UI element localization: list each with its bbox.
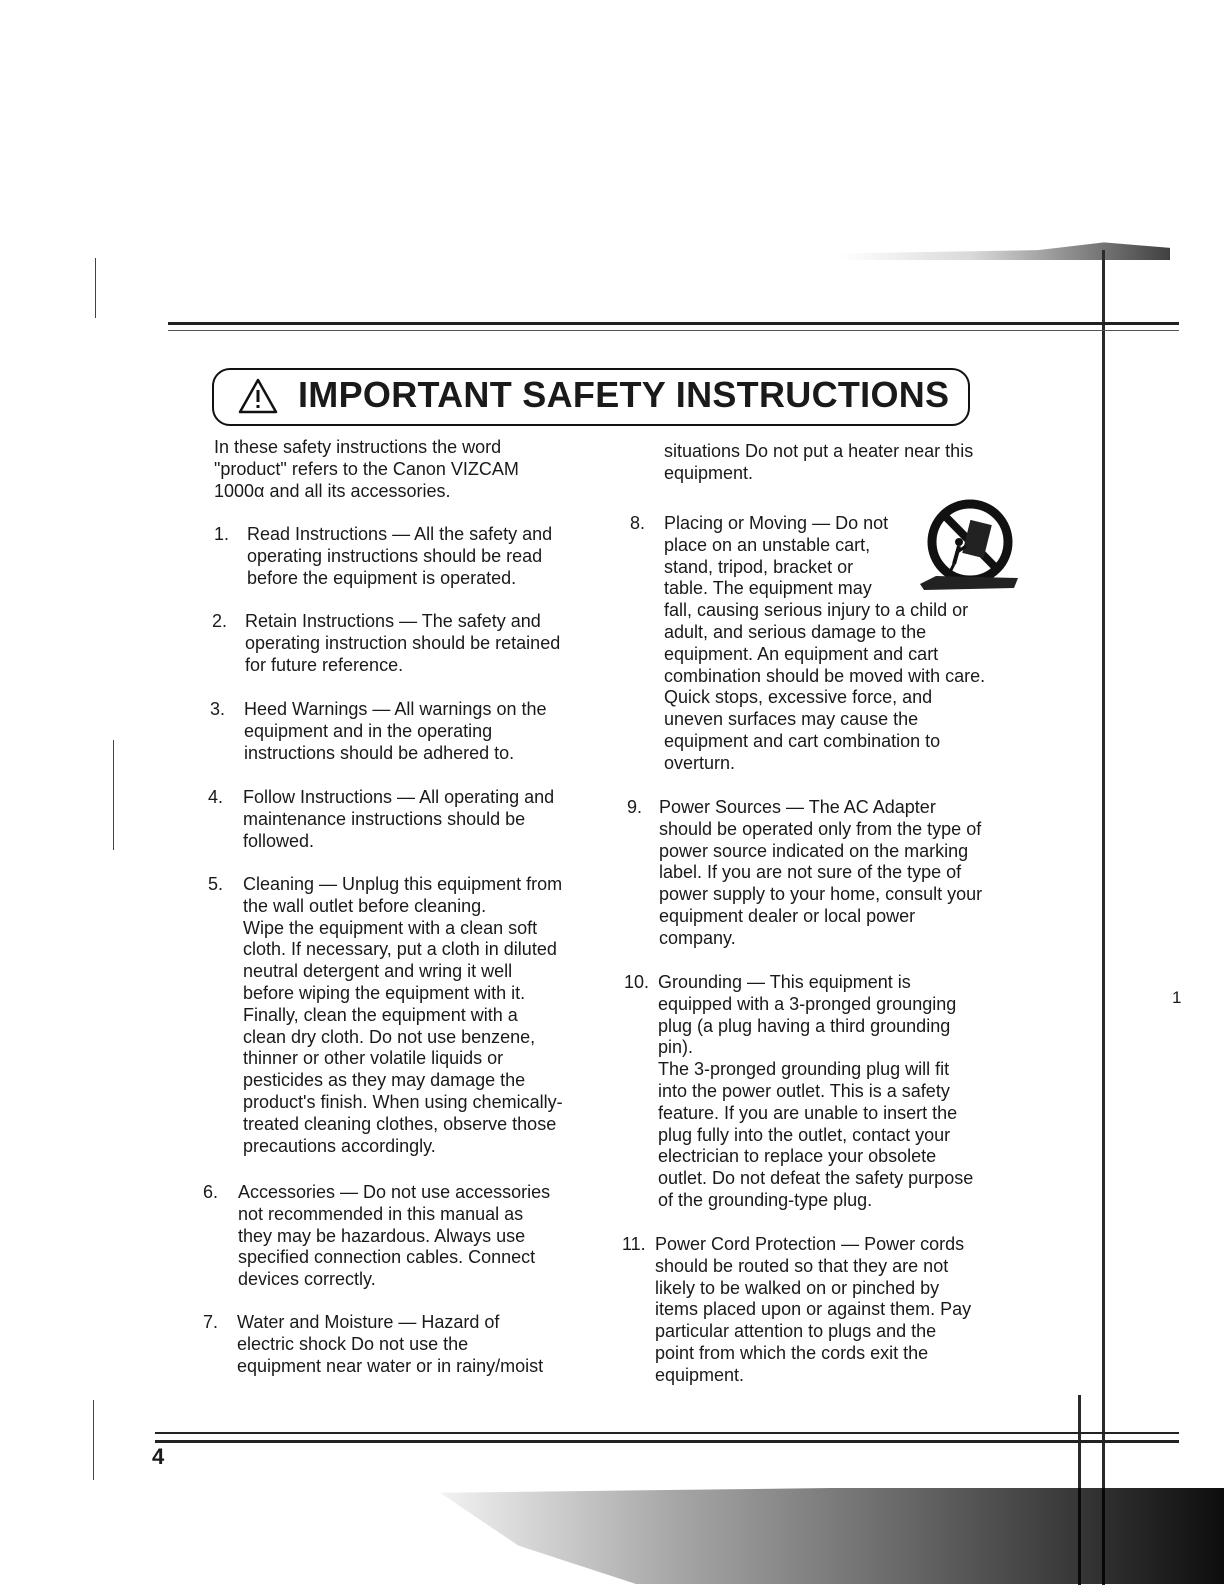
item-line: Follow Instructions — All operating and bbox=[243, 787, 555, 807]
warning-triangle-icon bbox=[238, 378, 278, 414]
intro-line: In these safety instructions the word bbox=[214, 437, 502, 457]
item-text bbox=[659, 797, 1029, 950]
item-line: pesticides as they may damage the bbox=[243, 1070, 526, 1091]
continued-line: situations Do not put a heater near this bbox=[664, 441, 974, 461]
item-text bbox=[658, 972, 1028, 1212]
item-line: Wipe the equipment with a clean soft bbox=[243, 917, 538, 938]
item-line: for future reference. bbox=[245, 654, 404, 675]
item-line: electric shock Do not use the bbox=[237, 1333, 469, 1354]
item-line: clean dry cloth. Do not use benzene, bbox=[243, 1026, 536, 1047]
intro-paragraph bbox=[214, 436, 614, 502]
item-line: Power Sources — The AC Adapter bbox=[659, 797, 936, 817]
item-number: 5. bbox=[208, 874, 224, 894]
item-line: stand, tripod, bracket or bbox=[664, 556, 854, 577]
item-line: Placing or Moving — Do not bbox=[664, 513, 889, 533]
item-line: of the grounding-type plug. bbox=[658, 1189, 873, 1210]
item-line: devices correctly. bbox=[238, 1269, 376, 1290]
item-line: point from which the cords exit the bbox=[655, 1342, 929, 1363]
item-line: place on an unstable cart, bbox=[664, 534, 871, 555]
item-line: before the equipment is operated. bbox=[247, 567, 517, 588]
scan-shadow-top bbox=[840, 238, 1170, 260]
item-line: The 3-pronged grounding plug will fit bbox=[658, 1059, 950, 1080]
item-line: instructions should be adhered to. bbox=[244, 742, 515, 763]
item-number: 10. bbox=[624, 972, 650, 992]
item-line: product's finish. When using chemically- bbox=[243, 1091, 563, 1112]
top-rule bbox=[168, 322, 1179, 331]
item-line: into the power outlet. This is a safety bbox=[658, 1080, 950, 1101]
item-number: 7. bbox=[203, 1312, 219, 1332]
scan-shadow-bottom bbox=[440, 1488, 1224, 1584]
item-number: 11. bbox=[622, 1234, 646, 1254]
item-number: 1. bbox=[214, 524, 230, 544]
item-line: outlet. Do not defeat the safety purpose bbox=[658, 1168, 974, 1189]
item-number: 4. bbox=[208, 787, 224, 807]
item-line: power supply to your home, consult your bbox=[659, 884, 983, 905]
continued-line: equipment. bbox=[664, 463, 754, 483]
item-line: label. If you are not sure of the type of bbox=[659, 862, 962, 883]
item-line: thinner or other volatile liquids or bbox=[243, 1048, 504, 1069]
item-text bbox=[243, 874, 613, 1157]
item-text bbox=[655, 1234, 1025, 1387]
item-text bbox=[245, 611, 615, 676]
item-line: equipment and cart combination to bbox=[664, 730, 941, 751]
item-line: the wall outlet before cleaning. bbox=[243, 895, 487, 916]
item-number: 2. bbox=[212, 611, 228, 631]
scan-margin-mark bbox=[93, 1400, 94, 1480]
item-line: precautions accordingly. bbox=[243, 1135, 436, 1156]
item-line: plug (a plug having a third grounding bbox=[658, 1015, 951, 1036]
item-line: not recommended in this manual as bbox=[238, 1203, 524, 1224]
intro-line: 1000α and all its accessories. bbox=[214, 481, 451, 501]
item-line: fall, causing serious injury to a child or bbox=[664, 600, 969, 621]
item-line: power source indicated on the marking bbox=[659, 840, 969, 861]
item-line: followed. bbox=[243, 830, 315, 851]
item-line: electrician to replace your obsolete bbox=[658, 1146, 937, 1167]
item-line: Finally, clean the equipment with a bbox=[243, 1004, 518, 1025]
item-line: operating instructions should be read bbox=[247, 545, 543, 566]
item-line: uneven surfaces may cause the bbox=[664, 709, 919, 730]
item-line: feature. If you are unable to insert the bbox=[658, 1102, 958, 1123]
item-line: Heed Warnings — All warnings on the bbox=[244, 699, 547, 719]
scan-margin-mark bbox=[113, 740, 114, 850]
item-line: pin). bbox=[658, 1037, 694, 1058]
item-text bbox=[243, 787, 603, 852]
item-number: 3. bbox=[210, 699, 226, 719]
item-text bbox=[237, 1312, 597, 1377]
item-line: Power Cord Protection — Power cords bbox=[655, 1234, 965, 1254]
item-line: likely to be walked on or pinched by bbox=[655, 1277, 940, 1298]
item-line: items placed upon or against them. Pay bbox=[655, 1299, 972, 1320]
item-line: equipment dealer or local power bbox=[659, 905, 916, 926]
intro-line: "product" refers to the Canon VIZCAM bbox=[214, 459, 519, 479]
continued-paragraph bbox=[664, 440, 1044, 484]
item-line: adult, and serious damage to the bbox=[664, 621, 927, 642]
item-line: operating instruction should be retained bbox=[245, 632, 561, 653]
item-line: equipped with a 3-pronged grounging bbox=[658, 993, 957, 1014]
item-line: maintenance instructions should be bbox=[243, 808, 526, 829]
item-number: 6. bbox=[203, 1182, 219, 1202]
scan-margin-mark bbox=[95, 258, 96, 318]
item-line: plug fully into the outlet, contact your bbox=[658, 1124, 951, 1145]
item-line: equipment near water or in rainy/moist bbox=[237, 1355, 544, 1376]
item-line: company. bbox=[659, 927, 736, 948]
item-text bbox=[244, 699, 604, 764]
item-line: table. The equipment may bbox=[664, 578, 872, 599]
item-line: they may be hazardous. Always use bbox=[238, 1225, 526, 1246]
item-line: cloth. If necessary, put a cloth in diluted bbox=[243, 939, 557, 960]
bottom-rule bbox=[155, 1432, 1179, 1443]
item-line: combination should be moved with care. bbox=[664, 665, 986, 686]
item-line: Retain Instructions — The safety and bbox=[245, 611, 541, 631]
item-line: should be routed so that they are not bbox=[655, 1255, 949, 1276]
item-line: Accessories — Do not use accessories bbox=[238, 1182, 551, 1202]
item-number: 8. bbox=[630, 513, 646, 533]
item-line: Read Instructions — All the safety and bbox=[247, 524, 553, 544]
item-text bbox=[247, 524, 607, 589]
item-number: 9. bbox=[627, 797, 643, 817]
item-line: particular attention to plugs and the bbox=[655, 1321, 937, 1342]
page-edge bbox=[1102, 250, 1105, 1585]
page-number: 4 bbox=[152, 1444, 165, 1469]
side-mark: 1 bbox=[1172, 988, 1182, 1007]
item-line: specified connection cables. Connect bbox=[238, 1247, 536, 1268]
item-line: should be operated only from the type of bbox=[659, 818, 982, 839]
item-line: equipment and in the operating bbox=[244, 720, 493, 741]
item-text bbox=[238, 1182, 598, 1291]
item-line: Quick stops, excessive force, and bbox=[664, 687, 933, 708]
item-line: Water and Moisture — Hazard of bbox=[237, 1312, 500, 1332]
item-line: overturn. bbox=[664, 752, 736, 773]
item-line: before wiping the equipment with it. bbox=[243, 982, 526, 1003]
item-line: Grounding — This equipment is bbox=[658, 972, 911, 992]
item-line: Cleaning — Unplug this equipment from bbox=[243, 874, 563, 894]
no-cart-tipping-icon bbox=[914, 498, 1022, 592]
item-line: equipment. bbox=[655, 1364, 745, 1385]
item-line: treated cleaning clothes, observe those bbox=[243, 1113, 557, 1134]
item-line: equipment. An equipment and cart bbox=[664, 643, 939, 664]
item-line: neutral detergent and wring it well bbox=[243, 961, 513, 982]
page-title: IMPORTANT SAFETY INSTRUCTIONS bbox=[298, 374, 950, 415]
